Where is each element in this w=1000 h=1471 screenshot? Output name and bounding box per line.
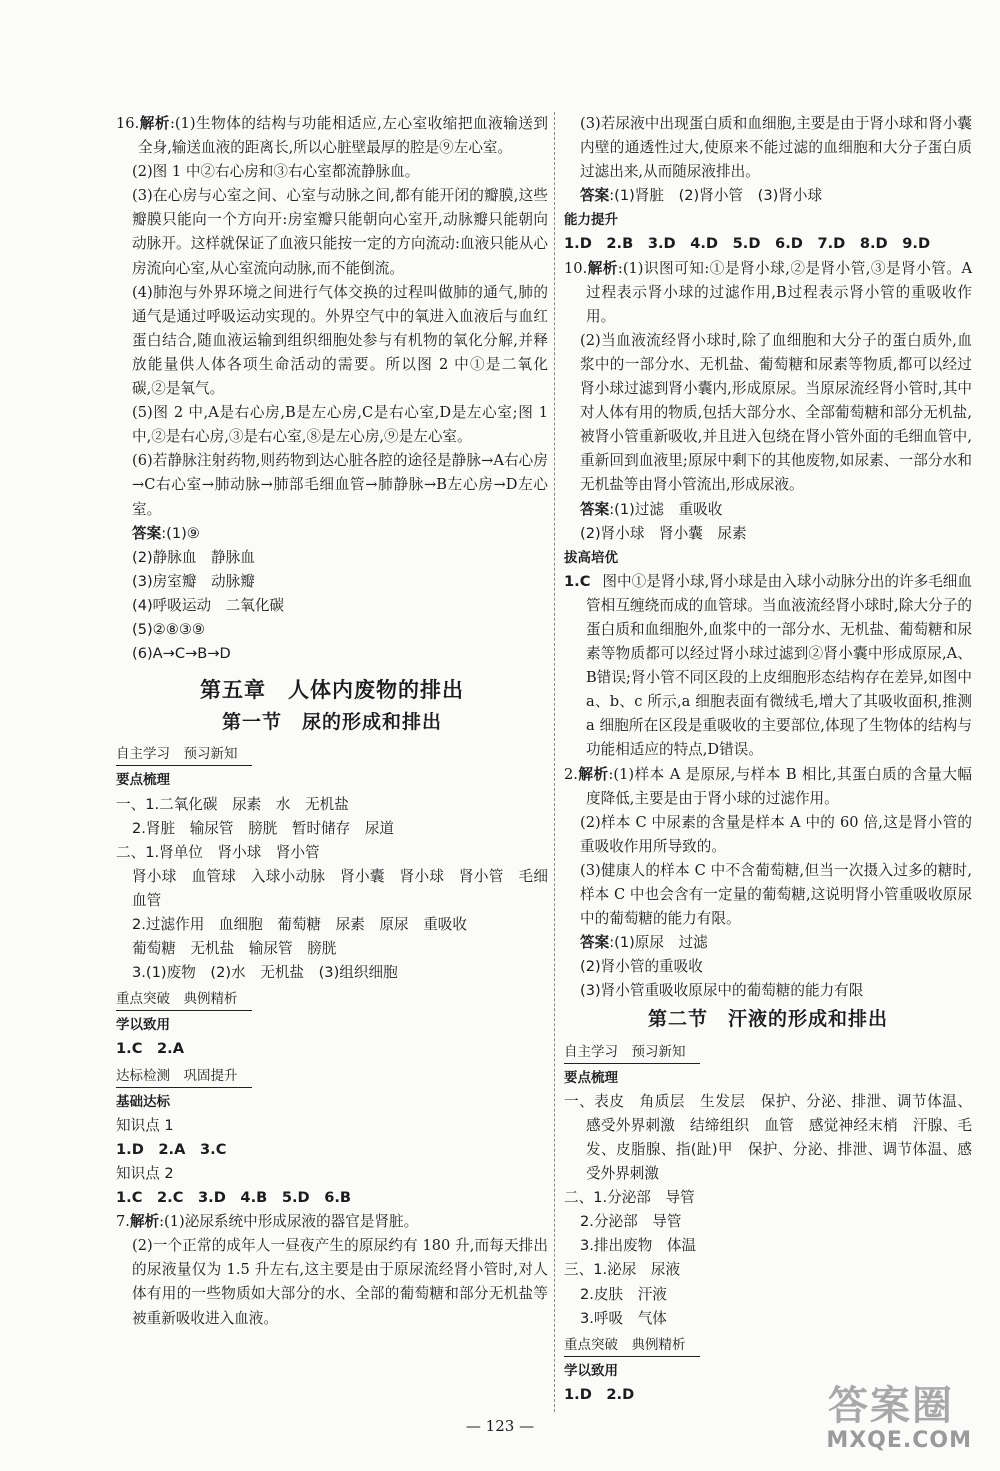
q16-a3: (3)房室瓣 动脉瓣 [132, 572, 255, 590]
bar-self-study-2: 自主学习 预习新知 [564, 1041, 700, 1064]
kd2-answers: 1.C 2.C 3.D 4.B 5.D 6.B [116, 1189, 352, 1207]
q16-analysis: 16.解析:(1)生物体的结构与功能相适应,左心室收缩把血液输送到全身,输送血液的距离长,所以心脏壁最厚的腔是⑨左心室。 [116, 115, 548, 157]
basic-heading: 基础达标 [116, 1093, 170, 1110]
chapter-title: 第五章 人体内废物的排出 [200, 677, 464, 703]
r-p1: (3)若尿液中出现蛋白质和血细胞,主要是由于肾小球和肾小囊内壁的通透性过大,使原来不能过滤的血细胞和大分子蛋白质过滤出来,从而随尿液排出。 [580, 115, 972, 181]
ability-heading: 能力提升 [564, 212, 618, 229]
q16-a5: (5)②⑧③⑨ [132, 620, 206, 638]
knowledge-point-1: 知识点 1 [116, 1116, 174, 1134]
q16-p4: (4)肺泡与外界环境之间进行气体交换的过程叫做肺的通气,肺的通气是通过呼吸运动实现的。外界空气中的氧进入血液后与血红蛋白结合,随血液运输到组织细胞处参与有机物的氧化分解,并释放能量供人体各项生命活动的需要。所以图 2 中①是二氧化碳,②是氧气。 [132, 283, 548, 398]
watermark-logo-text: 答案圈 [828, 1383, 954, 1429]
kp-line-2: 2.肾脏 输尿管 膀胱 暂时储存 尿道 [132, 819, 395, 837]
kp-line-7: 3.(1)废物 (2)水 无机盐 (3)组织细胞 [132, 964, 398, 982]
key-points-heading: 要点梳理 [116, 772, 170, 789]
watermark-logo [752, 1381, 972, 1453]
adv-q2-answer-2: (2)肾小管的重吸收 [580, 958, 703, 976]
k-line-6: 2.皮肤 汗液 [580, 1285, 667, 1303]
bar-key-breakthrough: 重点突破 典例精析 [116, 988, 252, 1011]
bar-key-breakthrough-2: 重点突破 典例精析 [564, 1334, 700, 1357]
q7-analysis: 7.解析:(1)泌尿系统中形成尿液的器官是肾脏。 [116, 1213, 419, 1231]
adv-q2-p3: (3)健康人的样本 C 中不含葡萄糖,但当一次摄入过多的糖时,样本 C 中也会含有一定量的葡萄糖,这说明肾小管重吸收原尿中的葡萄糖的能力有限。 [580, 861, 972, 928]
kp-line-5: 2.过滤作用 血细胞 葡萄糖 尿素 原尿 重吸收 [132, 916, 467, 933]
q16-a4: (4)呼吸运动 二氧化碳 [132, 596, 285, 614]
left-column [116, 112, 548, 1331]
right-column [564, 112, 972, 1407]
q16-answer: 答案:(1)⑨ [132, 524, 200, 542]
kp-line-4: 肾小球 血管球 入球小动脉 肾小囊 肾小球 肾小管 毛细血管 [132, 867, 548, 909]
k-line-2: 二、1.分泌部 导管 [564, 1189, 695, 1207]
bar-assessment: 达标检测 巩固提升 [116, 1065, 252, 1088]
q7-p2: (2)一个正常的成年人一昼夜产生的原尿约有 180 升,而每天排出的尿液量仅为 1.5 升左右,这主要是由于原尿流经肾小管时,对人体有用的一些物质如大部分的水、全部的葡萄糖和部分无机盐等被重新吸收进入血液。 [132, 1237, 548, 1327]
column-divider [554, 112, 555, 1412]
kp-line-3: 二、1.肾单位 肾小球 肾小管 [116, 843, 320, 861]
apply-answers: 1.C 2.A [116, 1040, 184, 1058]
q10-answer-2: (2)肾小球 肾小囊 尿素 [580, 524, 747, 542]
advanced-heading: 拔高培优 [564, 549, 618, 566]
apply-answers-2: 1.D 2.D [564, 1385, 635, 1403]
q16-p6: (6)若静脉注射药物,则药物到达心脏各腔的途径是静脉→A右心房→C右心室→肺动脉→肺部毛细血管→肺静脉→B左心房→D左心室。 [132, 452, 548, 518]
q10-answer: 答案:(1)过滤 重吸收 [580, 500, 723, 518]
k-line-1: 一、表皮 角质层 生发层 保护、分泌、排泄、调节体温、感受外界刺激 结缔组织 血管 感觉神经末梢 汗腺、毛发、皮脂腺、指(趾)甲 保护、分泌、排泄、调节体温、感受外界刺激 [564, 1092, 972, 1183]
adv-q2: 2.解析:(1)样本 A 是原尿,与样本 B 相比,其蛋白质的含量大幅度降低,主要是由于肾小球的过滤作用。 [564, 765, 972, 807]
q16-p3: (3)在心房与心室之间、心室与动脉之间,都有能开闭的瓣膜,这些瓣膜只能向一个方向开:房室瓣只能朝向心室开,动脉瓣只能朝向动脉开。这样就保证了血液只能按一定的方向流动:血液只能从心房流向心室,从心室流向动脉,而不能倒流。 [132, 187, 548, 277]
knowledge-point-2: 知识点 2 [116, 1164, 174, 1182]
k-line-7: 3.呼吸 气体 [580, 1309, 667, 1327]
kp-line-6: 葡萄糖 无机盐 输尿管 膀胱 [132, 940, 337, 958]
adv-q2-answer-3: (3)肾小管重吸收原尿中的葡萄糖的能力有限 [580, 982, 864, 1000]
k-line-5: 三、1.泌尿 尿液 [564, 1261, 681, 1279]
section-title-2: 第二节 汗液的形成和排出 [647, 1008, 888, 1031]
watermark-url: MXQE.COM [826, 1428, 972, 1453]
apply-heading: 学以致用 [116, 1017, 170, 1034]
k-line-4: 3.排出废物 体温 [580, 1237, 697, 1255]
key-points-heading-2: 要点梳理 [564, 1069, 618, 1086]
adv-q1: 1.C 图中①是肾小球,肾小球是由入球小动脉分出的许多毛细血管相互缠绕而成的血管球。当血液流经肾小球时,除大分子的蛋白质和血细胞外,血浆中的一部分水、无机盐、葡萄糖和尿素等物质都可以经过肾小球过滤到②肾小囊中形成原尿,A、B错误;肾小管不同区段的上皮细胞形态结构存在差异,如图中 a、b、c 所示,a 细胞表面有微绒毛,增大了其吸收面积,推测 a 细胞所在区段是重吸收的主要部位,体现了生物体的结构与功能相适应的特点,D错误。 [564, 572, 972, 759]
kp-line-1: 一、1.二氧化碳 尿素 水 无机盐 [116, 795, 349, 813]
k-line-3: 2.分泌部 导管 [580, 1213, 682, 1231]
q16-p2: (2)图 1 中②右心房和③右心室都流静脉血。 [132, 163, 420, 181]
q10-analysis: 10.解析:(1)识图可知:①是肾小球,②是肾小管,③是肾小管。A过程表示肾小球的过滤作用,B过程表示肾小管的重吸收作用。 [564, 259, 972, 325]
adv-q2-p2: (2)样本 C 中尿素的含量是样本 A 中的 60 倍,这是肾小管的重吸收作用所导致的。 [580, 813, 972, 855]
kd1-answers: 1.D 2.A 3.C [116, 1140, 227, 1158]
r-answer: 答案:(1)肾脏 (2)肾小管 (3)肾小球 [580, 187, 823, 205]
section-title-1: 第一节 尿的形成和排出 [221, 711, 442, 734]
q10-p2: (2)当血液流经肾小球时,除了血细胞和大分子的蛋白质外,血浆中的一部分水、无机盐、葡萄糖和尿素等物质,都可以经过肾小球过滤到肾小囊内,形成原尿。当原尿流经肾小管时,其中对人体有用的物质,包括大部分水、全部葡萄糖和部分无机盐,被肾小管重新吸收,并且进入包绕在肾小管外面的毛细血管中,重新回到血液里;原尿中剩下的其他废物,如尿素、一部分水和无机盐等由肾小管流出,形成尿液。 [580, 331, 972, 494]
apply-heading-2: 学以致用 [564, 1362, 618, 1379]
bar-self-study: 自主学习 预习新知 [116, 743, 252, 766]
adv-q2-answer: 答案:(1)原尿 过滤 [580, 934, 708, 952]
ability-answers: 1.D 2.B 3.D 4.D 5.D 6.D 7.D 8.D 9.D [564, 235, 931, 253]
q16-a6: (6)A→C→B→D [132, 645, 231, 663]
page-number: — 123 — [465, 1417, 535, 1435]
q16-a2: (2)静脉血 静脉血 [132, 548, 255, 566]
q16-p5: (5)图 2 中,A是右心房,B是左心房,C是右心室,D是左心室;图 1 中,②是右心房,③是右心室,⑧是左心房,⑨是左心室。 [132, 404, 548, 446]
